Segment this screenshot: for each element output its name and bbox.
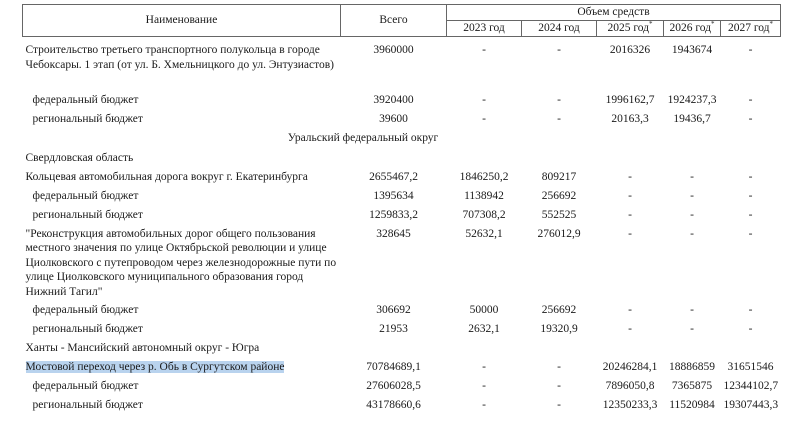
cell-2025: 1996162,7	[605, 93, 655, 106]
cell-2027: -	[748, 170, 753, 183]
cell-2025: -	[628, 170, 632, 183]
cell-2025: -	[628, 227, 632, 240]
table-row	[23, 223, 781, 300]
cell-2025: 12350233,3	[602, 399, 658, 411]
table-row	[23, 89, 781, 108]
table-row	[23, 394, 781, 413]
row-name: "Реконструкция автомобильных дорог общего пользования местного значения по улице Октябрьской революции и улице Циолковского с путепроводом через железнодорожные пути по улице Циолковского муниципального образования город Нижний Тагил"	[25, 227, 337, 298]
row-name: региональный бюджет	[32, 208, 143, 221]
cell-total: 3920400	[373, 93, 414, 106]
cell-2027: -	[748, 304, 753, 316]
cell-2025: 20163,3	[611, 112, 649, 125]
cell-2024: 256692	[541, 304, 577, 316]
row-name: региональный бюджет	[32, 399, 143, 411]
cell-2027: 19307443,3	[723, 399, 779, 411]
table-row	[23, 318, 781, 337]
highlighted-text: Мостовой переход через р. Обь в Сургутском районе	[25, 361, 285, 373]
cell-2024: 19320,9	[540, 323, 578, 335]
cell-2027: -	[748, 44, 753, 56]
cell-total: 27606028,5	[366, 380, 421, 392]
cell-2026: 1943674	[671, 44, 713, 56]
cell-2027: -	[748, 208, 753, 221]
row-name: федеральный бюджет	[32, 189, 139, 202]
cell-2024: 552525	[541, 208, 577, 221]
cell-2024: 256692	[541, 189, 577, 202]
cell-total: 2655467,2	[369, 170, 418, 183]
cell-2024: -	[557, 112, 561, 125]
row-name	[23, 356, 341, 375]
cell-2026: 1924237,3	[667, 93, 717, 106]
cell-total: 1395634	[373, 189, 414, 202]
table-row	[23, 37, 781, 89]
cell-total: 328645	[376, 227, 411, 240]
cell-2023: 1138942	[464, 189, 504, 202]
table-row	[23, 108, 781, 127]
cell-2025: -	[628, 189, 632, 202]
header-year-2027: 2027 год*	[721, 21, 781, 37]
row-name: федеральный бюджет	[32, 304, 139, 316]
cell-2024: -	[557, 44, 561, 56]
cell-2026: -	[690, 208, 694, 221]
row-name: региональный бюджет	[32, 112, 143, 125]
table-row	[23, 375, 781, 394]
table-row	[23, 185, 781, 204]
cell-2023: -	[482, 112, 486, 125]
cell-2025: -	[628, 323, 632, 335]
table-row	[23, 166, 781, 185]
cell-2023: -	[482, 44, 486, 56]
subregion-heading: Свердловская область	[25, 151, 134, 164]
header-year-2025: 2025 год*	[597, 21, 664, 37]
cell-2024: 276012,9	[537, 227, 581, 240]
cell-2023: -	[482, 93, 486, 106]
cell-2023: -	[482, 399, 486, 411]
header-year-2023: 2023 год	[447, 21, 522, 37]
header-year-2026: 2026 год*	[664, 21, 721, 37]
subregion-row	[23, 337, 781, 356]
cell-2025: 20246284,1	[602, 361, 658, 373]
subregion-row	[23, 147, 781, 166]
cell-2025: -	[628, 208, 632, 221]
cell-2027: 31651546	[727, 361, 774, 373]
cell-2027: -	[748, 189, 753, 202]
cell-2025: 7896050,8	[605, 380, 655, 392]
cell-2024: -	[557, 361, 561, 373]
cell-2024: -	[557, 93, 561, 106]
header-name: Наименование	[23, 5, 341, 37]
cell-2027: -	[748, 323, 753, 335]
cell-total: 70784689,1	[366, 361, 421, 373]
cell-2026: -	[690, 170, 694, 183]
cell-2024: 809217	[541, 170, 577, 183]
cell-2026: -	[690, 323, 694, 335]
cell-2026: -	[690, 227, 694, 240]
cell-2026: 18886859	[669, 361, 715, 373]
row-name: федеральный бюджет	[32, 93, 139, 106]
table-row	[23, 204, 781, 223]
cell-2027: -	[748, 112, 753, 125]
budget-table	[22, 4, 781, 413]
row-name: региональный бюджет	[32, 323, 143, 335]
cell-2026: -	[690, 189, 694, 202]
cell-2023: -	[482, 361, 486, 373]
cell-total: 1259833,2	[369, 208, 418, 221]
region-heading: Уральский федеральный округ	[287, 131, 439, 144]
cell-2025: 2016326	[609, 44, 651, 56]
cell-2023: 707308,2	[462, 208, 506, 221]
cell-2023: -	[482, 380, 486, 392]
cell-2023: 2632,1	[468, 323, 500, 335]
cell-2023: 1846250,2	[459, 170, 509, 183]
cell-2024: -	[557, 399, 561, 411]
row-name: Кольцевая автомобильная дорога вокруг г. Екатеринбурга	[25, 170, 308, 183]
cell-total: 39600	[379, 112, 408, 125]
cell-total: 3960000	[373, 44, 414, 56]
cell-2027: 12344102,7	[723, 380, 779, 392]
cell-total: 43178660,6	[366, 399, 421, 411]
header-funds: Объем средств	[447, 5, 781, 21]
subregion-heading: Ханты - Мансийский автономный округ - Югра	[25, 342, 260, 354]
header-year-2024: 2024 год	[522, 21, 597, 37]
cell-2026: 19436,7	[673, 112, 711, 125]
cell-2026: 11520984	[669, 399, 715, 411]
header-total: Всего	[341, 5, 447, 37]
table-row	[23, 356, 781, 375]
region-row	[23, 127, 781, 147]
cell-2027: -	[748, 93, 753, 106]
row-name: федеральный бюджет	[32, 380, 139, 392]
header-row	[23, 5, 781, 21]
table-row	[23, 299, 781, 318]
cell-total: 21953	[379, 323, 408, 335]
cell-2025: -	[628, 304, 632, 316]
cell-2026: -	[690, 304, 694, 316]
cell-2026: 7365875	[671, 380, 713, 392]
cell-2023: 52632,1	[465, 227, 503, 240]
cell-2023: 50000	[469, 304, 499, 316]
cell-total: 306692	[376, 304, 411, 316]
row-name: Строительство третьего транспортного полукольца в городе Чебоксары. 1 этап (от ул. Б. Хмельницкого до ул. Энтузиастов)	[25, 44, 334, 71]
cell-2024: -	[557, 380, 561, 392]
cell-2027: -	[748, 227, 753, 240]
